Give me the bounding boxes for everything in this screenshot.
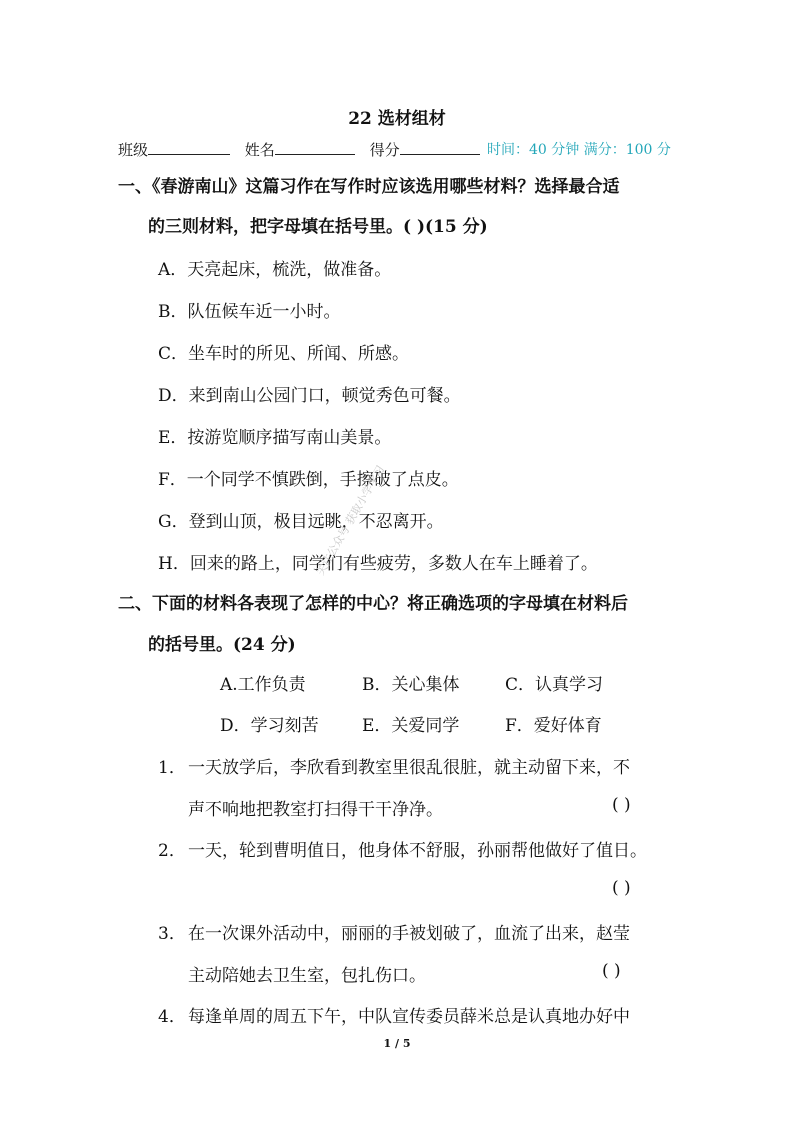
score-label: 得分 [369,141,400,159]
class-label: 班级 [118,141,149,159]
question-3-answer-paren[interactable]: ( ) [602,961,621,981]
option-a: A．天亮起床，梳洗，做准备。 [158,260,392,280]
choice-d: D．学习刻苦 [220,716,319,736]
student-info-row [118,138,490,160]
score-blank [400,138,480,155]
choice-e: E．关爱同学 [362,716,460,736]
class-blank [148,138,230,155]
section2-heading: 二、下面的材料各表现了怎样的中心？将正确选项的字母填在材料后 [118,594,628,614]
name-blank [275,138,355,155]
watermark-text: 关注公众号 获取小学学习 [313,463,388,578]
section1-heading-cont: 的三则材料，把字母填在括号里。( )(15 分) [148,217,488,237]
question-2-text: 一天，轮到曹明值日，他身体不舒服，孙丽帮他做好了值日。 [188,841,647,861]
name-label: 姓名 [244,141,275,159]
choice-f: F．爱好体育 [505,716,602,736]
choice-a: A.工作负责 [220,675,306,695]
question-1-answer-paren[interactable]: ( ) [612,795,631,815]
option-g: G．登到山顶，极目远眺，不忍离开。 [158,512,444,532]
option-d: D．来到南山公园门口，顿觉秀色可餐。 [158,386,461,406]
choice-b: B．关心集体 [362,675,460,695]
question-1-number: 1． [158,758,186,778]
choice-c: C．认真学习 [505,675,604,695]
option-c: C．坐车时的所见、所闻、所感。 [158,344,410,364]
question-1-text: 一天放学后，李欣看到教室里很乱很脏，就主动留下来，不 [188,758,630,778]
section2-heading-cont: 的括号里。(24 分) [148,635,296,655]
question-4-text: 每逢单周的周五下午，中队宣传委员薛米总是认真地办好中 [188,1007,630,1027]
option-b: B．队伍候车近一小时。 [158,302,341,322]
question-3-text: 在一次课外活动中，丽丽的手被划破了，血流了出来，赵莹 [188,924,630,944]
question-3-number: 3． [158,924,186,944]
question-2-number: 2． [158,841,186,861]
question-3-text-cont: 主动陪她去卫生室，包扎伤口。 [188,966,426,986]
option-h: H．回来的路上，同学们有些疲劳，多数人在车上睡着了。 [158,554,598,574]
question-2-answer-paren[interactable]: ( ) [612,878,631,898]
page-title: 22 选材组材 [348,109,446,129]
time-info: 时间：40 分钟 满分：100 分 [487,142,671,158]
section1-heading: 一、《春游南山》这篇习作在写作时应该选用哪些材料？选择最合适 [118,177,620,197]
page-number: 1 / 5 [383,1037,411,1050]
option-e: E．按游览顺序描写南山美景。 [158,428,392,448]
question-1-text-cont: 声不响地把教室打扫得干干净净。 [188,800,443,820]
option-f: F．一个同学不慎跌倒，手擦破了点皮。 [158,470,459,490]
question-4-number: 4． [158,1007,186,1027]
